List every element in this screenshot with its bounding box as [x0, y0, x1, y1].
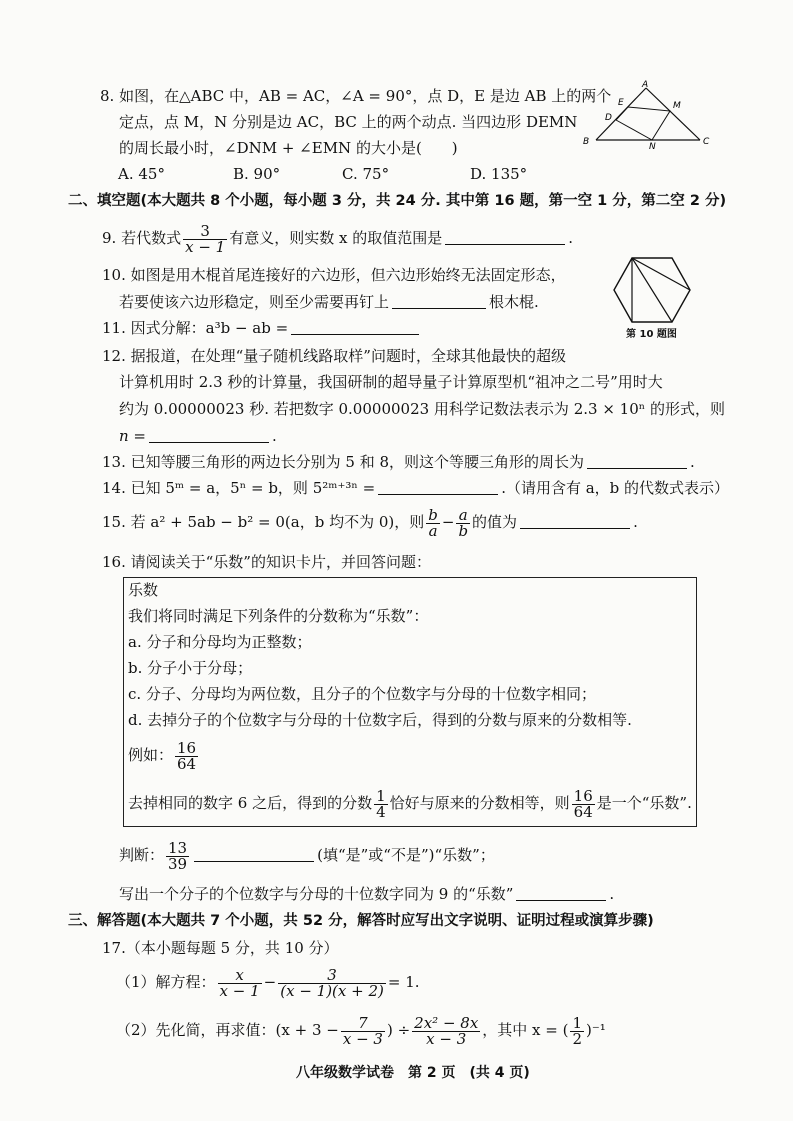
p1-fraction-1: $\frac{x}{x - 1}$: [219, 965, 260, 1000]
q8-triangle-figure: [578, 78, 718, 150]
q16-intro: 16. 请阅读关于“乐数”的知识卡片，并回答问题：: [102, 553, 431, 571]
label-b: B: [583, 137, 590, 147]
q11-answer-blank[interactable]: [291, 320, 419, 335]
q8-line2: 定点，点 M，N 分别是边 AC，BC 上的两个动点. 当四边形 DEMN: [119, 113, 578, 131]
q12-line2: 计算机用时 2.3 秒的计算量，我国研制的超导量子计算原型机“祖冲之二号”用时大: [119, 373, 663, 391]
card-explanation: 去掉相同的数字 6 之后，得到的分数 $\frac{1}{4}$ 恰好与原来的分数相等，则 $\frac{16}{64}$ 是一个“乐数”.: [128, 786, 692, 821]
section3-title: 三、解答题(本大题共 7 个小题，共 52 分，解答时应写出文字说明、证明过程或演算步骤): [68, 913, 654, 929]
card-condition-a: a. 分子和分母均为正整数；: [128, 633, 312, 651]
q8-option-a: A. 45°: [118, 165, 165, 183]
label-d: D: [605, 113, 612, 123]
q16-judge: 判断： $\frac{13}{39}$ (填“是”或“不是”)“乐数”；: [119, 838, 495, 873]
label-e: E: [618, 98, 624, 108]
q16-write: 写出一个分子的个位数字与分母的十位数字同为 9 的“乐数” .: [119, 885, 615, 903]
q17-part1: （1）解方程： $\frac{x}{x - 1}$ − $\frac{3}{(x - 1)(x + 2)}$ = 1.: [116, 965, 420, 1000]
q8-option-c: C. 75°: [342, 165, 390, 183]
q15: 15. 若 a² + 5ab − b² = 0(a，b 均不为 0)，则 $\frac{b}{a}$ − $\frac{a}{b}$ 的值为 .: [102, 505, 638, 540]
label-m: M: [673, 101, 681, 111]
q15-fraction-b-a: $\frac{b}{a}$: [428, 505, 438, 540]
card-condition-d: d. 去掉分子的个位数字与分母的十位数字后，得到的分数与原来的分数相等.: [128, 711, 632, 729]
page-footer: 八年级数学试卷 第 2 页 (共 4 页): [296, 1065, 530, 1081]
q10-answer-blank[interactable]: [392, 294, 486, 309]
q8-line1: 8. 如图，在△ABC 中，AB = AC，∠A = 90°，点 D，E 是边 AB 上的两个: [100, 87, 612, 105]
q9: 9. 若代数式 $\frac{3}{x - 1}$ 有意义，则实数 x 的取值范围是 .: [102, 221, 573, 256]
q12-line4: n = .: [119, 427, 277, 445]
q15-answer-blank[interactable]: [520, 514, 630, 529]
q17-part2: （2）先化简，再求值：(x + 3 − $\frac{7}{x - 3}$ ) ÷ $\frac{\text{2x² − 8x}}{x - 3}$ ，其中 x = ( $\frac{1}{2}$ )⁻¹: [116, 1013, 606, 1048]
q16-judge-blank[interactable]: [194, 847, 314, 862]
card-condition-b: b. 分子小于分母；: [128, 659, 253, 677]
p2-fraction-1: $\frac{7}{x - 3}$: [342, 1013, 383, 1048]
section2-title: 二、填空题(本大题共 8 个小题，每小题 3 分，共 24 分. 其中第 16 题，第一空 1 分，第二空 2 分): [68, 193, 727, 209]
q10-line1: 10. 如图是用木棍首尾连接好的六边形，但六边形始终无法固定形态，: [102, 266, 566, 284]
q15-fraction-a-b: $\frac{a}{b}$: [458, 505, 469, 540]
q10-figure-caption: 第 10 题图: [626, 329, 677, 340]
explain-fraction-1-4: $\frac{1}{4}$: [376, 786, 386, 821]
q10-line2: 若要使该六边形稳定，则至少需要再钉上 根木棍.: [119, 293, 539, 311]
q14: 14. 已知 5ᵐ = a，5ⁿ = b，则 5²ᵐ⁺³ⁿ = .（请用含有 a，b 的代数式表示）: [102, 479, 730, 497]
q9-prefix: 9. 若代数式: [102, 229, 182, 247]
card-condition-c: c. 分子、分母均为两位数，且分子的个位数字与分母的十位数字相同；: [128, 685, 596, 703]
label-n: N: [649, 142, 656, 150]
card-title: 乐数: [128, 581, 159, 599]
q8-option-d: D. 135°: [470, 165, 528, 183]
judge-fraction: $\frac{13}{39}$: [168, 838, 188, 873]
p1-fraction-2: $\frac{3}{(x - 1)(x + 2)}$: [280, 965, 384, 1000]
q12-answer-blank[interactable]: [149, 428, 269, 443]
q9-fraction: $\frac{3}{x - 1}$: [185, 221, 226, 256]
explain-fraction-16-64: $\frac{16}{64}$: [573, 786, 593, 821]
q11: 11. 因式分解：a³b − ab =: [102, 318, 422, 338]
p2-fraction-2: $\frac{\text{2x² − 8x}}{x - 3}$: [414, 1013, 479, 1048]
q12-line1: 12. 据报道，在处理“量子随机线路取样”问题时，全球其他最快的超级: [102, 347, 566, 365]
q12-line3: 约为 0.00000023 秒. 若把数字 0.00000023 用科学记数法表示为 2.3 × 10ⁿ 的形式，则: [119, 400, 726, 418]
label-a: A: [642, 80, 649, 90]
q16-write-blank[interactable]: [516, 886, 606, 901]
q8-option-b: B. 90°: [233, 165, 281, 183]
q17-title: 17.（本小题每题 5 分，共 10 分）: [102, 939, 339, 957]
hexagon-figure: [610, 256, 694, 324]
card-example: 例如： $\frac{16}{64}$: [128, 738, 197, 773]
q9-suffix: 有意义，则实数 x 的取值范围是: [229, 229, 443, 247]
q8-line3: 的周长最小时，∠DNM + ∠EMN 的大小是( ): [119, 139, 458, 157]
q9-answer-blank[interactable]: [445, 230, 565, 245]
q13: 13. 已知等腰三角形的两边长分别为 5 和 8，则这个等腰三角形的周长为 .: [102, 453, 695, 471]
p2-fraction-3: $\frac{1}{2}$: [572, 1013, 583, 1048]
q13-answer-blank[interactable]: [587, 454, 687, 469]
label-c: C: [703, 137, 710, 147]
example-fraction: $\frac{16}{64}$: [177, 738, 197, 773]
knowledge-card: [123, 577, 697, 827]
q14-answer-blank[interactable]: [378, 480, 498, 495]
card-definition: 我们将同时满足下列条件的分数称为“乐数”：: [128, 607, 429, 625]
